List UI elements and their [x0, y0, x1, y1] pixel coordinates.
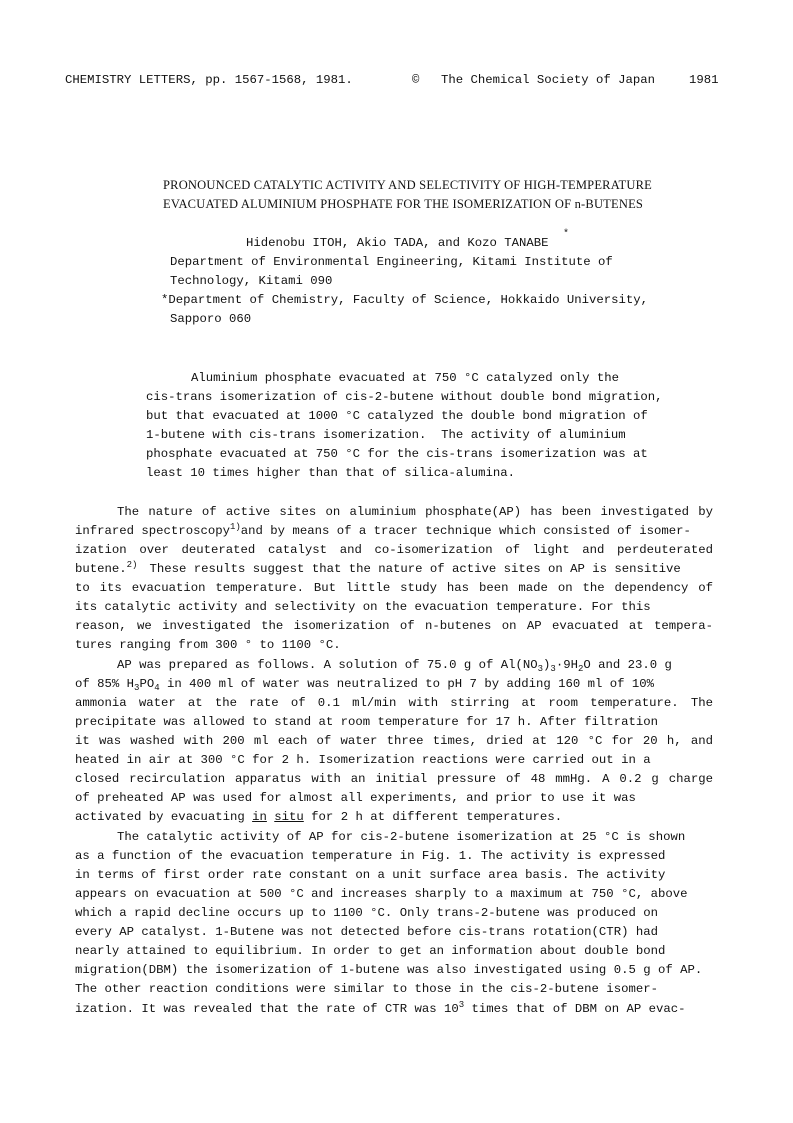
abstract-line: but that evacuated at 1000 °C catalyzed the double bond migration of: [146, 409, 648, 423]
body-line: nearly attained to equilibrium. In order to get an information about double bond: [75, 944, 666, 958]
author-list: Hidenobu ITOH, Akio TADA, and Kozo TANABE: [246, 236, 549, 250]
header-year: 1981: [689, 73, 719, 87]
italic-term: in: [252, 810, 267, 824]
body-line: reason, we investigated the isomerization of n-butenes on AP evacuated at tempera-: [75, 619, 713, 633]
body-line: ammonia water at the rate of 0.1 ml/min with stirring at room temperature. The: [75, 696, 713, 710]
body-line: as a function of the evacuation temperature in Fig. 1. The activity is expressed: [75, 849, 666, 863]
reference-marker: 2): [126, 560, 138, 570]
body-line: [75, 677, 713, 691]
abstract-line: phosphate evacuated at 750 °C for the cis-trans isomerization was at: [146, 447, 648, 461]
body-text: These results suggest that the nature of active sites on AP is sensitive: [149, 562, 681, 576]
body-text: for 2 h at different temperatures.: [303, 810, 563, 824]
affiliation-1-line-2: Technology, Kitami 090: [170, 274, 333, 288]
body-text: AP was prepared as follows. A solution of 75.0 g of Al(NO: [117, 658, 538, 672]
superscript: 3: [458, 1000, 465, 1010]
body-line: its catalytic activity and selectivity on the evacuation temperature. For this: [75, 600, 651, 614]
body-line: appears on evacuation at 500 °C and increases sharply to a maximum at 750 °C, above: [75, 887, 688, 901]
subscript: 2: [577, 664, 584, 674]
abstract-line: least 10 times higher than that of silica-alumina.: [146, 466, 515, 480]
copyright-symbol: ©: [412, 73, 420, 87]
society-name: The Chemical Society of Japan: [441, 73, 656, 87]
abstract-line: cis-trans isomerization of cis-2-butene without double bond migration,: [146, 390, 663, 404]
italic-term: situ: [274, 810, 304, 824]
body-line: in terms of first order rate constant on a unit surface area basis. The activity: [75, 868, 666, 882]
body-text: butene.: [75, 562, 127, 576]
body-text: O and 23.0 g: [583, 658, 672, 672]
subscript: 3: [134, 683, 140, 693]
body-line: tures ranging from 300 ° to 1100 °C.: [75, 638, 341, 652]
body-text: infrared spectroscopy: [75, 524, 230, 538]
paper-title-line-1: PRONOUNCED CATALYTIC ACTIVITY AND SELECTIVITY OF HIGH-TEMPERATURE: [163, 178, 652, 192]
body-text: and by means of a tracer technique which consisted of isomer-: [240, 524, 691, 538]
body-line: it was washed with 200 ml each of water three times, dried at 120 °C for 20 h, and: [75, 734, 713, 748]
abstract-line: 1-butene with cis-trans isomerization. The activity of aluminium: [146, 428, 626, 442]
subscript: 4: [154, 683, 160, 693]
body-line: every AP catalyst. 1-Butene was not detected before cis-trans rotation(CTR) had: [75, 925, 658, 939]
body-text: ization. It was revealed that the rate of CTR was 10: [75, 1002, 459, 1016]
body-line: The nature of active sites on aluminium phosphate(AP) has been investigated by: [117, 505, 713, 519]
body-text: of 85% H: [75, 677, 135, 691]
body-text: PO: [139, 677, 155, 691]
body-line: The catalytic activity of AP for cis-2-butene isomerization at 25 °C is shown: [117, 830, 686, 844]
body-text: activated by evacuating: [75, 810, 253, 824]
body-line: [75, 562, 713, 576]
body-line: which a rapid decline occurs up to 1100 °C. Only trans-2-butene was produced on: [75, 906, 658, 920]
affiliation-2-line-1: *Department of Chemistry, Faculty of Science, Hokkaido University,: [161, 293, 649, 307]
journal-citation: CHEMISTRY LETTERS, pp. 1567-1568, 1981.: [65, 73, 353, 87]
paper-title-line-2: EVACUATED ALUMINIUM PHOSPHATE FOR THE ISOMERIZATION OF n-BUTENES: [163, 197, 644, 211]
body-line: [75, 524, 715, 538]
body-line: [75, 1002, 713, 1016]
body-text: times that of DBM on AP evac-: [464, 1002, 686, 1016]
body-line: of preheated AP was used for almost all experiments, and prior to use it was: [75, 791, 636, 805]
body-line: The other reaction conditions were similar to those in the cis-2-butene isomer-: [75, 982, 658, 996]
body-line: [75, 810, 713, 824]
body-line: heated in air at 300 °C for 2 h. Isomerization reactions were carried out in a: [75, 753, 651, 767]
affiliation-2-line-2: Sapporo 060: [170, 312, 252, 326]
subscript: 3: [537, 664, 544, 674]
body-text: in 400 ml of water was neutralized to pH 7 by adding 160 ml of 10%: [159, 677, 655, 691]
body-line: closed recirculation apparatus with an initial pressure of 48 mmHg. A 0.2 g charge: [75, 772, 713, 786]
body-text: ·9H: [555, 658, 578, 672]
abstract-line: Aluminium phosphate evacuated at 750 °C catalyzed only the: [191, 371, 620, 385]
corresponding-author-star: *: [563, 229, 570, 240]
body-line: migration(DBM) the isomerization of 1-butene was also investigated using 0.5 g of AP.: [75, 963, 703, 977]
body-line: to its evacuation temperature. But little study has been made on the dependency of: [75, 581, 713, 595]
body-text: ): [543, 658, 551, 672]
subscript: 3: [550, 664, 556, 674]
body-line: precipitate was allowed to stand at room temperature for 17 h. After filtration: [75, 715, 658, 729]
reference-marker: 1): [229, 522, 241, 532]
body-line: [117, 658, 755, 672]
affiliation-1-line-1: Department of Environmental Engineering, Kitami Institute of: [170, 255, 613, 269]
body-line: ization over deuterated catalyst and co-isomerization of light and perdeuterated: [75, 543, 713, 557]
